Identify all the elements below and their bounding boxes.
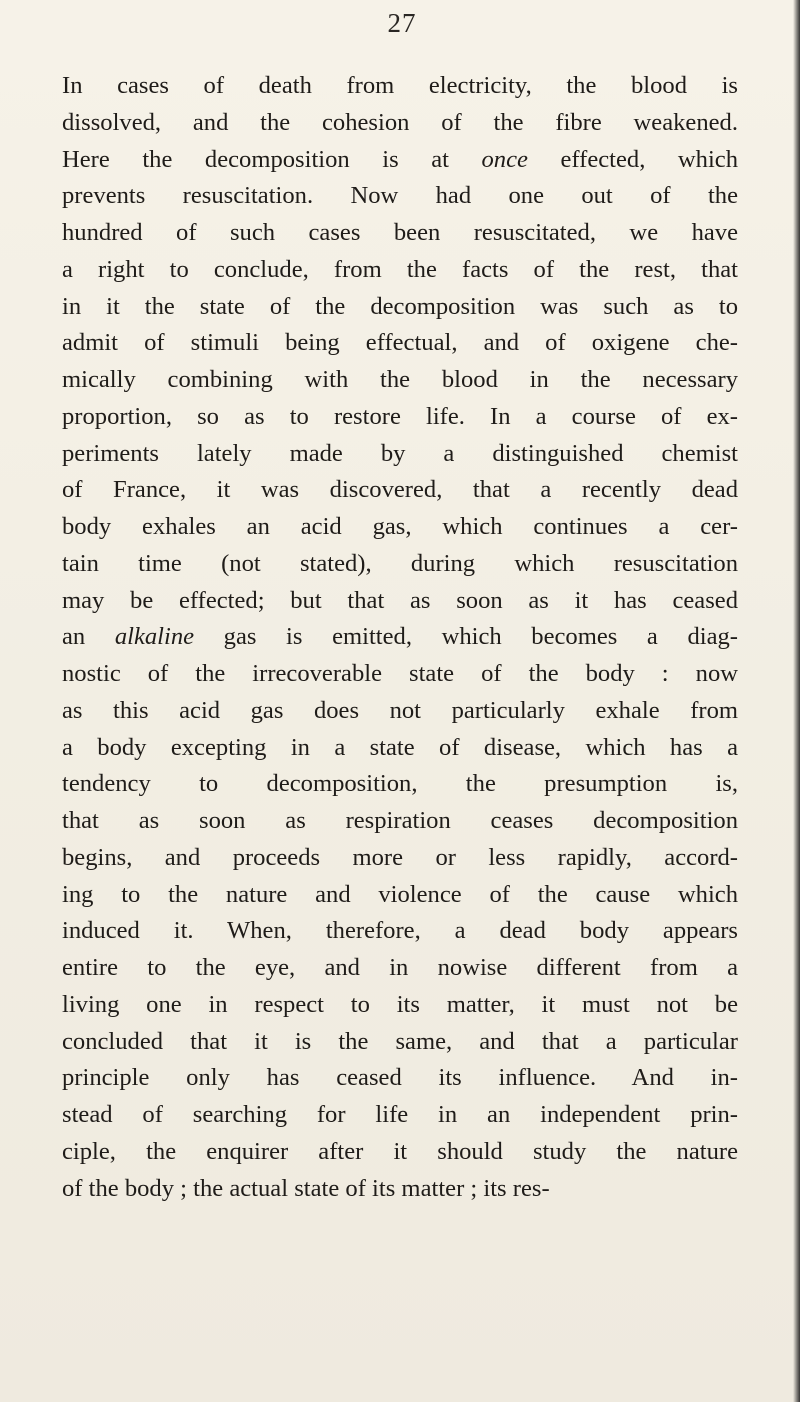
text-line: admit of stimuli being effectual, and of oxigene che- xyxy=(62,329,738,357)
text-line: begins, and proceeds more or less rapidly, accord- xyxy=(62,843,738,871)
body-text xyxy=(62,68,738,1207)
text-line: a body excepting in a state of disease, which has a xyxy=(62,733,738,761)
text-line: tain time (not stated), during which resuscitation xyxy=(62,549,738,577)
text-line-start: Here the decomposition is at xyxy=(62,145,482,173)
text-line xyxy=(62,619,738,656)
text-line: prevents resuscitation. Now had one out of the xyxy=(62,182,738,210)
page-edge-shadow xyxy=(793,0,800,1402)
text-line-end: effected, which xyxy=(527,145,738,173)
page-number: 27 xyxy=(387,8,417,38)
text-line: periments lately made by a distinguished chemist xyxy=(62,439,738,467)
text-line: a right to conclude, from the facts of the rest, that xyxy=(62,255,738,283)
italic-word-alkaline: alkaline xyxy=(114,623,195,651)
text-line: In cases of death from electricity, the blood is xyxy=(62,72,738,99)
text-line: principle only has ceased its influence. And in- xyxy=(62,1064,738,1092)
text-line: nostic of the irrecoverable state of the body : now xyxy=(62,660,738,687)
text-line: mically combining with the blood in the necessary xyxy=(62,366,738,393)
text-line: of the body ; the actual state of its matter ; its res- xyxy=(62,1174,550,1202)
text-line: living one in respect to its matter, it must not be xyxy=(62,990,738,1018)
text-line: in it the state of the decomposition was such as to xyxy=(62,292,738,320)
italic-word-once: once xyxy=(481,145,528,173)
text-line xyxy=(62,142,738,179)
text-line: tendency to decomposition, the presumption is, xyxy=(62,770,738,798)
text-line: concluded that it is the same, and that a particular xyxy=(62,1027,738,1055)
text-line: dissolved, and the cohesion of the fibre weakened. xyxy=(62,108,738,136)
text-line: stead of searching for life in an independent prin- xyxy=(62,1101,738,1128)
text-line: body exhales an acid gas, which continues a cer- xyxy=(62,513,738,540)
text-line: induced it. When, therefore, a dead body appears xyxy=(62,917,738,945)
text-line: that as soon as respiration ceases decomposition xyxy=(62,807,738,834)
text-line: as this acid gas does not particularly exhale from xyxy=(62,696,738,724)
text-line: of France, it was discovered, that a recently dead xyxy=(62,476,738,504)
text-line-end: gas is emitted, which becomes a diag- xyxy=(194,623,738,651)
text-line: may be effected; but that as soon as it has ceased xyxy=(62,586,738,614)
text-line-start: an xyxy=(62,623,115,651)
text-line: proportion, so as to restore life. In a course of ex- xyxy=(62,402,738,430)
text-line: ciple, the enquirer after it should study the nature xyxy=(62,1137,738,1165)
text-line: entire to the eye, and in nowise different from a xyxy=(62,954,738,981)
text-line: hundred of such cases been resuscitated, we have xyxy=(62,219,738,246)
text-line: ing to the nature and violence of the cause which xyxy=(62,880,738,908)
